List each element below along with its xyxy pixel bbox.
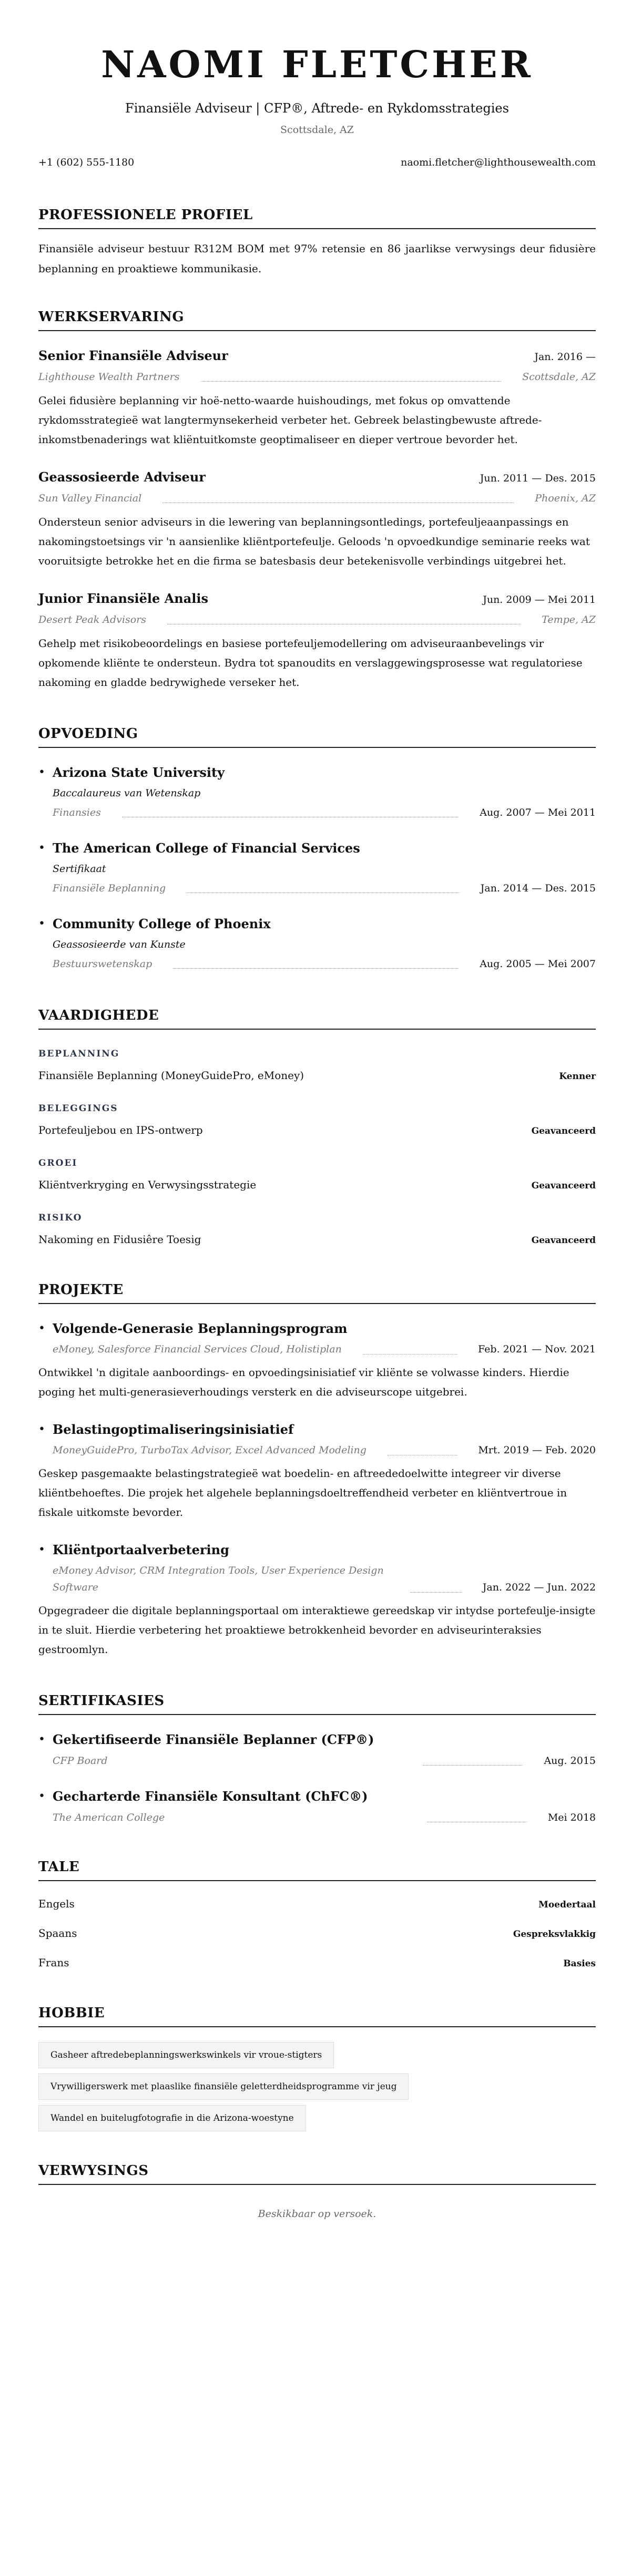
job-location: Scottsdale, AZ	[522, 371, 596, 383]
section-title: SERTIFIKASIES	[38, 1692, 596, 1715]
references-section	[38, 2162, 596, 2220]
bullet-icon: •	[38, 1733, 45, 1746]
job-title: Senior Finansiële Adviseur	[38, 348, 228, 363]
school-name: Arizona State University	[53, 765, 225, 780]
hobby-tag: Wandel en buitelugfotografie in die Arizona-woestyne	[38, 2105, 306, 2131]
skill-name: Nakoming en Fidusiêre Toesig	[38, 1233, 201, 1246]
certification-date: Aug. 2015	[544, 1755, 596, 1767]
school-name: Community College of Phoenix	[53, 916, 271, 931]
job-meta	[38, 369, 596, 385]
skill-item	[38, 1177, 596, 1194]
language-level: Moedertaal	[538, 1900, 596, 1910]
company-name: Desert Peak Advisors	[38, 614, 147, 625]
dotted-leader	[423, 1765, 523, 1766]
language-level: Gespreksvlakkig	[513, 1929, 596, 1939]
project-name: Volgende-Generasie Beplanningsprogram	[53, 1321, 348, 1336]
language-name: Frans	[38, 1956, 69, 1969]
language-name: Spaans	[38, 1927, 77, 1939]
skill-level: Geavanceerd	[531, 1126, 596, 1136]
school-name: The American College of Financial Services	[53, 840, 360, 856]
skill-category: BEPLANNING	[38, 1049, 120, 1059]
field-of-study: Finansiële Beplanning	[53, 882, 166, 894]
bullet-icon: •	[38, 1423, 45, 1436]
company-name: Lighthouse Wealth Partners	[38, 371, 180, 383]
email-address[interactable]: naomi.fletcher@lighthousewealth.com	[401, 157, 596, 168]
field-of-study: Bestuurswetenskap	[53, 958, 152, 970]
project-tech: eMoney, Salesforce Financial Services Cloud, Holistiplan	[53, 1343, 342, 1355]
hobby-tag: Vrywilligerswerk met plaaslike finansiële geletterdheidsprogramme vir jeug	[38, 2074, 409, 2100]
degree: Baccalaureus van Wetenskap	[53, 787, 201, 799]
job-meta	[38, 490, 596, 506]
job-entry	[38, 347, 596, 449]
dotted-leader	[410, 1592, 462, 1593]
section-title: TALE	[38, 1858, 596, 1881]
project-dates: Feb. 2021 — Nov. 2021	[477, 1343, 596, 1355]
project-description: Opgegradeer die digitale beplanningsportaal om interaktiewe gereedskap vir intydse portefeulje-insigte in te sluit. Hierdie verbetering het proaktiewe betrokkenheid bevorder en adviseurinteraksies gestroomlyn.	[38, 1604, 596, 1656]
profile-section	[38, 206, 596, 279]
bullet-icon: •	[38, 917, 45, 930]
skill-item	[38, 1122, 596, 1139]
project-description: Ontwikkel 'n digitale aanboordings- en opvoedingsinisiatief vir kliënte se volwasse kinders. Hierdie poging het multi-generasieverhoudings versterk en die adviseurscope uitgebrei.	[38, 1366, 569, 1398]
section-title: PROJEKTE	[38, 1281, 596, 1304]
project-name: Belastingoptimaliseringsinisiatief	[53, 1422, 294, 1437]
job-description: Ondersteun senior adviseurs in die lewering van beplanningsontledings, portefeuljeaanpassings en nakomingstoetsings vir 'n aansienlike kliëntportefeulje. Geloods 'n opvoedkundige seminarie reeks wat vooruitsigte betrokke het en die firma se batesbasis deur betekenisvolle verbindings uitgebrei het.	[38, 516, 590, 567]
job-header	[38, 590, 596, 608]
certification-entry	[38, 1731, 596, 1769]
certification-meta	[53, 1810, 596, 1825]
project-meta	[53, 1442, 596, 1459]
education-entry	[38, 764, 596, 820]
job-dates: Jun. 2009 — Mei 2011	[483, 594, 596, 605]
education-meta	[53, 880, 596, 896]
education-dates: Jan. 2014 — Des. 2015	[480, 882, 596, 894]
project-entry	[38, 1320, 596, 1402]
job-description: Gehelp met risikobeoordelings en basiese portefeuljemodellering om adviseuraanbevelings vir opkomende kliënte te ondersteun. Bydra tot spanoudits en verslaggewingsprosesse wat regulatoriese nakoming en gladde bedrywighede verseker het.	[38, 637, 583, 689]
hobby-tag: Gasheer aftredebeplanningswerkswinkels vir vroue-stigters	[38, 2042, 334, 2068]
section-title: OPVOEDING	[38, 725, 596, 748]
language-item	[38, 1925, 596, 1942]
skill-category: GROEI	[38, 1158, 78, 1168]
bullet-icon: •	[38, 1790, 45, 1803]
bullet-icon: •	[38, 841, 45, 855]
section-title: PROFESSIONELE PROFIEL	[38, 206, 596, 229]
dotted-leader	[187, 892, 459, 893]
education-entry	[38, 915, 596, 972]
contact-row	[38, 156, 596, 169]
certification-date: Mei 2018	[547, 1812, 596, 1823]
education-meta	[53, 956, 596, 972]
certifications-section	[38, 1692, 596, 1825]
language-item	[38, 1955, 596, 1972]
bullet-icon: •	[38, 766, 45, 779]
project-entry	[38, 1541, 596, 1659]
job-entry	[38, 468, 596, 571]
dotted-leader	[201, 381, 502, 382]
certification-issuer: CFP Board	[53, 1755, 108, 1767]
candidate-headline: Finansiële Adviseur | CFP®, Aftrede- en Rykdomsstrategies	[125, 101, 509, 116]
project-dates: Mrt. 2019 — Feb. 2020	[478, 1444, 596, 1456]
candidate-location: Scottsdale, AZ	[280, 124, 354, 136]
project-dates: Jan. 2022 — Jun. 2022	[482, 1582, 596, 1593]
dotted-leader	[173, 968, 459, 969]
project-meta	[53, 1562, 596, 1596]
job-location: Tempe, AZ	[542, 614, 596, 625]
dotted-leader	[162, 502, 514, 503]
job-meta	[38, 612, 596, 628]
job-header	[38, 468, 596, 486]
degree: Geassosieerde van Kunste	[53, 939, 186, 950]
projects-section	[38, 1281, 596, 1659]
experience-section	[38, 308, 596, 692]
skill-name: Kliëntverkryging en Verwysingsstrategie	[38, 1178, 257, 1191]
education-meta	[53, 805, 596, 820]
section-title: HOBBIE	[38, 2004, 596, 2027]
job-description: Gelei fidusière beplanning vir hoë-netto-waarde huishoudings, met fokus op omvattende rykdomsstrategieë wat langtermynsekerheid verbeter het. Gebreek belastingbewuste aftrede-inkomstbenaderings wat kliëntuitkomste geoptimaliseer en dieper vertroue bevorder het.	[38, 394, 542, 446]
job-header	[38, 347, 596, 365]
skill-item	[38, 1231, 596, 1248]
skill-level: Kenner	[559, 1071, 596, 1082]
project-description: Geskep pasgemaakte belastingstrategieë wat boedelin- en aftreededoelwitte integreer vir diverse kliëntbehoeftes. Die projek het algehele beplanningsdoeltreffendheid verbeter en kliëntvertroue in fiskale uitkomste bevorder.	[38, 1467, 567, 1518]
skill-name: Portefeuljebou en IPS-ontwerp	[38, 1124, 203, 1136]
resume-header	[38, 41, 596, 169]
certification-name: Gecharterde Finansiële Konsultant (ChFC®)	[53, 1789, 368, 1804]
section-title: VAARDIGHEDE	[38, 1007, 596, 1030]
hobbies-section	[38, 2004, 596, 2131]
bullet-icon: •	[38, 1543, 45, 1556]
skill-category: BELEGGINGS	[38, 1103, 118, 1114]
language-level: Basies	[563, 1958, 596, 1969]
skills-section	[38, 1007, 596, 1248]
skill-level: Geavanceerd	[531, 1181, 596, 1191]
certification-meta	[53, 1753, 596, 1769]
education-dates: Aug. 2007 — Mei 2011	[480, 807, 596, 818]
education-dates: Aug. 2005 — Mei 2007	[480, 958, 596, 970]
language-name: Engels	[38, 1897, 75, 1910]
section-title: VERWYSINGS	[38, 2162, 596, 2185]
job-dates: Jun. 2011 — Des. 2015	[480, 473, 596, 484]
project-tech: MoneyGuidePro, TurboTax Advisor, Excel Advanced Modeling	[53, 1444, 367, 1456]
skill-category: RISIKO	[38, 1213, 83, 1223]
job-entry	[38, 590, 596, 692]
languages-section	[38, 1858, 596, 1972]
job-title: Junior Finansiële Analis	[38, 591, 208, 606]
education-entry	[38, 839, 596, 896]
section-title: WERKSERVARING	[38, 308, 596, 331]
skill-item	[38, 1068, 596, 1084]
language-item	[38, 1896, 596, 1913]
skill-level: Geavanceerd	[531, 1235, 596, 1246]
job-location: Phoenix, AZ	[535, 492, 596, 504]
job-title: Geassosieerde Adviseur	[38, 469, 206, 485]
certification-entry	[38, 1788, 596, 1825]
skill-name: Finansiële Beplanning (MoneyGuidePro, eMoney)	[38, 1069, 304, 1082]
company-name: Sun Valley Financial	[38, 492, 142, 504]
project-tech: eMoney Advisor, CRM Integration Tools, User Experience Design Software	[53, 1565, 384, 1593]
references-note: Beskikbaar op versoek.	[258, 2208, 376, 2220]
degree: Sertifikaat	[53, 863, 106, 875]
field-of-study: Finansies	[53, 807, 101, 818]
job-dates: Jan. 2016 —	[534, 351, 596, 363]
phone-number: +1 (602) 555-1180	[38, 157, 135, 168]
certification-name: Gekertifiseerde Finansiële Beplanner (CFP®)	[53, 1732, 374, 1747]
certification-issuer: The American College	[53, 1812, 165, 1823]
bullet-icon: •	[38, 1322, 45, 1335]
project-name: Kliëntportaalverbetering	[53, 1542, 229, 1557]
project-entry	[38, 1421, 596, 1522]
profile-summary: Finansiële adviseur bestuur R312M BOM met 97% retensie en 86 jaarlikse verwysings deur fidusière beplanning en proaktiewe kommunikasie.	[38, 242, 596, 275]
project-meta	[53, 1341, 596, 1358]
candidate-name: NAOMI FLETCHER	[101, 43, 533, 86]
education-section	[38, 725, 596, 972]
